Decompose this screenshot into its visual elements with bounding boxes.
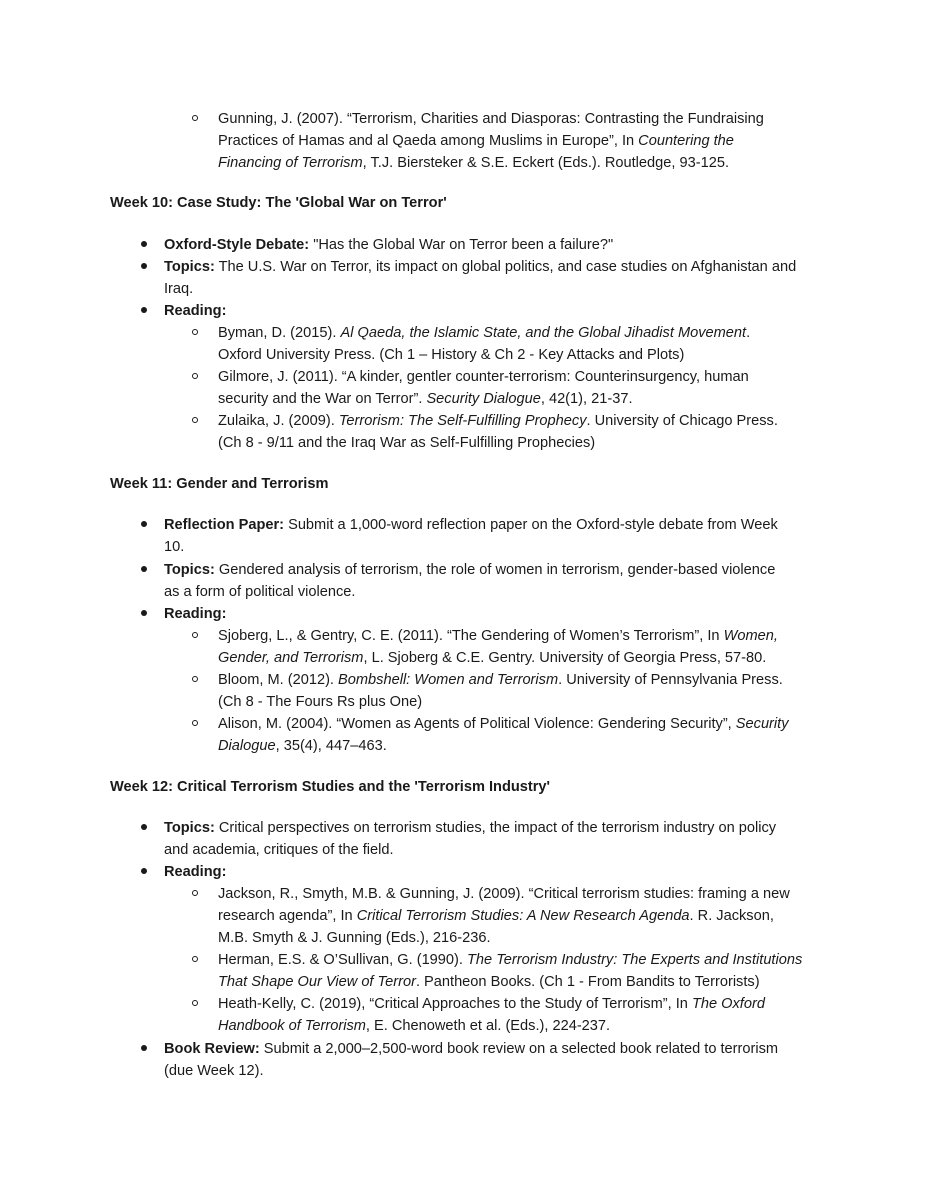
week-11-reflection: Reflection Paper: Submit a 1,000-word reflection paper on the Oxford-style debate from Week 10.: [164, 517, 778, 555]
week-12-reading-label: Reading:: [164, 864, 227, 880]
sub-bullet-icon: [192, 373, 198, 379]
reading-item-gilmore: Gilmore, J. (2011). “A kinder, gentler counter-terrorism: Counterinsurgency, human security and the War on Terror”. Security Dialogue, 42(1), 21-37.: [218, 369, 749, 407]
reading-item-sjoberg: Sjoberg, L., & Gentry, C. E. (2011). “The Gendering of Women’s Terrorism”, In Women, Gender, and Terrorism, L. Sjoberg & C.E. Gentry. University of Georgia Press, 57-80.: [218, 628, 778, 666]
bullet-icon: [141, 610, 147, 616]
week-10-topics: Topics: The U.S. War on Terror, its impact on global politics, and case studies on Afghanistan and Iraq.: [164, 259, 797, 297]
sub-bullet-icon: [192, 890, 198, 896]
bullet-icon: [141, 868, 147, 874]
reading-item-zulaika: Zulaika, J. (2009). Terrorism: The Self-Fulfilling Prophecy. University of Chicago Press. (Ch 8 - 9/11 and the Iraq War as Self-Fulfilling Prophecies): [218, 413, 778, 451]
week-10-reading-label: Reading:: [164, 303, 227, 319]
reading-item-byman: Byman, D. (2015). Al Qaeda, the Islamic State, and the Global Jihadist Movement. Oxford University Press. (Ch 1 – History & Ch 2 - Key Attacks and Plots): [218, 325, 751, 363]
bullet-icon: [141, 521, 147, 527]
week-10-debate: Oxford-Style Debate: "Has the Global War on Terror been a failure?": [164, 237, 614, 253]
reading-item-heath-kelly: Heath-Kelly, C. (2019), “Critical Approaches to the Study of Terrorism”, In The Oxford Handbook of Terrorism, E. Chenoweth et al. (Eds.), 224-237.: [218, 996, 765, 1034]
week-12-topics: Topics: Critical perspectives on terrorism studies, the impact of the terrorism industry on policy and academia, critiques of the field.: [164, 820, 777, 858]
sub-bullet-icon: [192, 720, 198, 726]
week-11-topics: Topics: Gendered analysis of terrorism, the role of women in terrorism, gender-based violence as a form of political violence.: [164, 562, 776, 600]
bullet-icon: [141, 566, 147, 572]
week-12-heading: Week 12: Critical Terrorism Studies and the 'Terrorism Industry': [110, 779, 551, 795]
sub-bullet-icon: [192, 417, 198, 423]
bullet-icon: [141, 1045, 147, 1051]
sub-bullet-icon: [192, 632, 198, 638]
sub-bullet-icon: [192, 1000, 198, 1006]
reading-item-alison: Alison, M. (2004). “Women as Agents of Political Violence: Gendering Security”, Security Dialogue, 35(4), 447–463.: [218, 716, 789, 754]
bullet-icon: [141, 263, 147, 269]
sub-bullet-icon: [192, 676, 198, 682]
sub-bullet-icon: [192, 329, 198, 335]
sub-bullet-icon: [192, 956, 198, 962]
reading-item-herman: Herman, E.S. & O’Sullivan, G. (1990). The Terrorism Industry: The Experts and Institutions That Shape Our View of Terror. Pantheon Books. (Ch 1 - From Bandits to Terrorists): [218, 952, 803, 990]
week-11-heading: Week 11: Gender and Terrorism: [110, 476, 329, 492]
week-12-book-review: Book Review: Submit a 2,000–2,500-word book review on a selected book related to terrorism (due Week 12).: [164, 1041, 779, 1079]
week-10-heading: Week 10: Case Study: The 'Global War on Terror': [110, 195, 447, 211]
reading-item-jackson: Jackson, R., Smyth, M.B. & Gunning, J. (2009). “Critical terrorism studies: framing a new research agenda”, In Critical Terrorism Studies: A New Research Agenda. R. Jackson, M.B. Smyth & J. Gunning (Eds.), 216-236.: [218, 886, 790, 946]
bullet-icon: [141, 824, 147, 830]
bullet-icon: [141, 241, 147, 247]
reading-item-gunning: Gunning, J. (2007). “Terrorism, Charities and Diasporas: Contrasting the Fundraising Practices of Hamas and al Qaeda among Muslims in Europe”, In Countering the Financing of Terrorism, T.J. Biersteker & S.E. Eckert (Eds.). Routledge, 93-125.: [218, 111, 764, 171]
sub-bullet-icon: [192, 115, 198, 121]
week-11-reading-label: Reading:: [164, 606, 227, 622]
reading-item-bloom: Bloom, M. (2012). Bombshell: Women and Terrorism. University of Pennsylvania Press. (Ch 8 - The Fours Rs plus One): [218, 672, 783, 710]
bullet-icon: [141, 307, 147, 313]
